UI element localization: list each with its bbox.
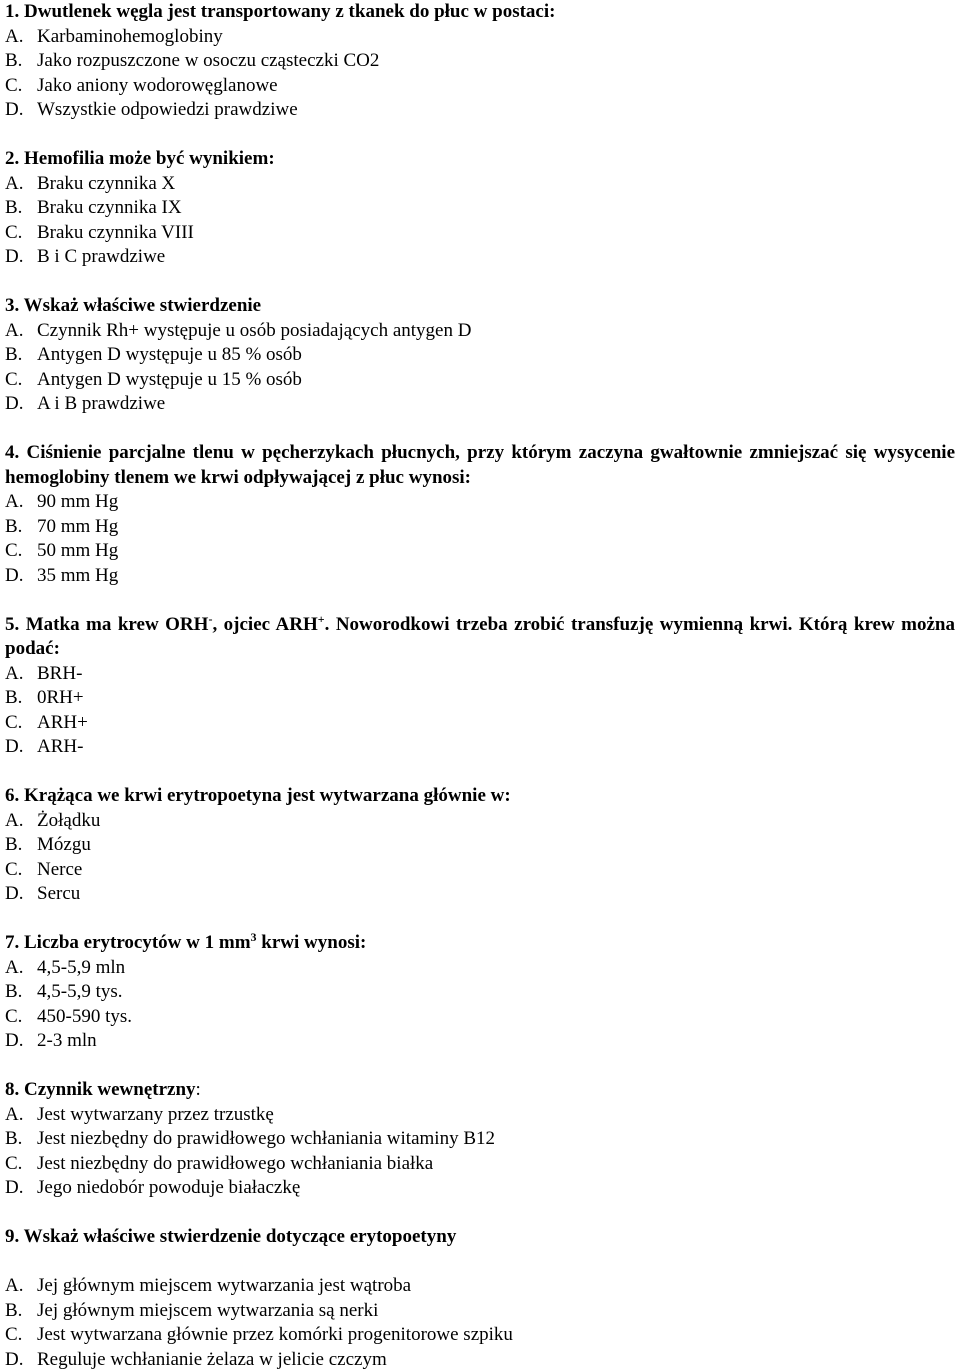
answer-option-a	[5, 490, 955, 515]
answer-option-d	[5, 1029, 955, 1054]
option-text: Jego niedobór powoduje białaczkę	[37, 1177, 300, 1198]
option-letter: A.	[5, 319, 37, 344]
option-text: Karbaminohemoglobiny	[37, 26, 223, 47]
option-text: 4,5-5,9 mln	[37, 957, 125, 978]
rh-minus-superscript: -	[208, 612, 212, 626]
question-1	[5, 0, 955, 123]
question-title: 1. Dwutlenek węgla jest transportowany z tkanek do płuc w postaci:	[5, 0, 955, 25]
question-2	[5, 147, 955, 270]
option-text: Antygen D występuje u 15 % osób	[37, 369, 302, 390]
option-text: 70 mm Hg	[37, 516, 118, 537]
title-part: krwi wynosi:	[257, 932, 367, 953]
question-8	[5, 1078, 955, 1201]
option-letter: D.	[5, 1348, 37, 1372]
option-letter: C.	[5, 858, 37, 883]
title-part: , ojciec ARH	[212, 614, 317, 635]
answer-option-c	[5, 858, 955, 883]
option-text: 35 mm Hg	[37, 565, 118, 586]
option-letter: C.	[5, 221, 37, 246]
option-text: ARH+	[37, 712, 88, 733]
answer-option-b	[5, 980, 955, 1005]
option-letter: D.	[5, 1029, 37, 1054]
option-text: Jest wytwarzana głównie przez komórki progenitorowe szpiku	[37, 1324, 513, 1345]
spacer	[5, 588, 955, 613]
option-text: 0RH+	[37, 687, 84, 708]
option-letter: C.	[5, 711, 37, 736]
option-letter: D.	[5, 735, 37, 760]
spacer	[5, 1201, 955, 1226]
question-title	[5, 613, 955, 662]
option-letter: B.	[5, 1299, 37, 1324]
answer-option-b	[5, 1127, 955, 1152]
option-text: 90 mm Hg	[37, 491, 118, 512]
option-text: 2-3 mln	[37, 1030, 97, 1051]
question-title	[5, 931, 955, 956]
option-text: 450-590 tys.	[37, 1006, 132, 1027]
option-letter: B.	[5, 833, 37, 858]
option-text: Jako rozpuszczone w osoczu cząsteczki CO2	[37, 50, 379, 71]
question-5	[5, 613, 955, 760]
option-text: Czynnik Rh+ występuje u osób posiadających antygen D	[37, 320, 471, 341]
option-letter: D.	[5, 564, 37, 589]
question-title: 2. Hemofilia może być wynikiem:	[5, 147, 955, 172]
option-letter: A.	[5, 956, 37, 981]
option-text: Sercu	[37, 883, 80, 904]
answer-option-b	[5, 515, 955, 540]
option-text: BRH-	[37, 663, 82, 684]
answer-option-a	[5, 319, 955, 344]
option-text: Nerce	[37, 859, 82, 880]
answer-option-a	[5, 172, 955, 197]
option-letter: C.	[5, 1152, 37, 1177]
question-title: 3. Wskaż właściwe stwierdzenie	[5, 294, 955, 319]
option-letter: B.	[5, 980, 37, 1005]
answer-option-a	[5, 956, 955, 981]
spacer	[5, 1250, 955, 1275]
option-text: Jako aniony wodorowęglanowe	[37, 75, 278, 96]
option-letter: C.	[5, 539, 37, 564]
option-text: Antygen D występuje u 85 % osób	[37, 344, 302, 365]
option-text: Jest niezbędny do prawidłowego wchłaniania witaminy B12	[37, 1128, 495, 1149]
option-letter: B.	[5, 49, 37, 74]
question-3	[5, 294, 955, 417]
answer-option-d	[5, 98, 955, 123]
option-letter: A.	[5, 172, 37, 197]
option-letter: B.	[5, 1127, 37, 1152]
question-6	[5, 784, 955, 907]
option-text: Mózgu	[37, 834, 91, 855]
answer-option-a	[5, 25, 955, 50]
option-letter: A.	[5, 662, 37, 687]
answer-option-c	[5, 1005, 955, 1030]
answer-option-d	[5, 1176, 955, 1201]
spacer	[5, 270, 955, 295]
question-7	[5, 931, 955, 1054]
answer-option-c	[5, 221, 955, 246]
cubic-superscript: 3	[251, 930, 257, 944]
answer-option-a	[5, 809, 955, 834]
option-text: A i B prawdziwe	[37, 393, 165, 414]
question-title: 4. Ciśnienie parcjalne tlenu w pęcherzykach płucnych, przy którym zaczyna gwałtownie zmniejszać się wysycenie hemoglobiny tlenem we krwi odpływającej z płuc wynosi:	[5, 441, 955, 490]
option-text: Braku czynnika IX	[37, 197, 182, 218]
answer-option-b	[5, 49, 955, 74]
option-letter: A.	[5, 1103, 37, 1128]
option-text: Jej głównym miejscem wytwarzania jest wątroba	[37, 1275, 411, 1296]
option-text: B i C prawdziwe	[37, 246, 165, 267]
answer-option-b	[5, 833, 955, 858]
answer-option-c	[5, 368, 955, 393]
title-part: 5. Matka ma krew ORH	[5, 614, 208, 635]
spacer	[5, 907, 955, 932]
option-text: Braku czynnika VIII	[37, 222, 194, 243]
spacer	[5, 417, 955, 442]
answer-option-d	[5, 564, 955, 589]
answer-option-a	[5, 662, 955, 687]
question-title: 9. Wskaż właściwe stwierdzenie dotyczące erytopoetyny	[5, 1225, 955, 1250]
question-4	[5, 441, 955, 588]
option-text: Jest wytwarzany przez trzustkę	[37, 1104, 274, 1125]
option-text: 4,5-5,9 tys.	[37, 981, 123, 1002]
option-letter: D.	[5, 245, 37, 270]
option-letter: B.	[5, 343, 37, 368]
option-text: ARH-	[37, 736, 83, 757]
spacer	[5, 760, 955, 785]
question-title	[5, 1078, 955, 1103]
option-text: Jej głównym miejscem wytwarzania są nerki	[37, 1300, 378, 1321]
question-title: 6. Krążąca we krwi erytropoetyna jest wytwarzana głównie w:	[5, 784, 955, 809]
answer-option-c	[5, 1323, 955, 1348]
answer-option-b	[5, 1299, 955, 1324]
option-text: Braku czynnika X	[37, 173, 175, 194]
answer-option-d	[5, 392, 955, 417]
answer-option-a	[5, 1274, 955, 1299]
title-part: 8. Czynnik wewnętrzny	[5, 1079, 196, 1100]
answer-option-d	[5, 882, 955, 907]
option-letter: D.	[5, 98, 37, 123]
rh-plus-superscript: +	[318, 612, 325, 626]
option-letter: A.	[5, 1274, 37, 1299]
option-letter: B.	[5, 515, 37, 540]
option-letter: B.	[5, 686, 37, 711]
quiz-document	[5, 0, 955, 1372]
answer-option-c	[5, 74, 955, 99]
answer-option-c	[5, 539, 955, 564]
spacer	[5, 123, 955, 148]
option-text: Wszystkie odpowiedzi prawdziwe	[37, 99, 298, 120]
option-letter: C.	[5, 74, 37, 99]
answer-option-d	[5, 245, 955, 270]
option-letter: D.	[5, 392, 37, 417]
answer-option-a	[5, 1103, 955, 1128]
spacer	[5, 1054, 955, 1079]
answer-option-c	[5, 1152, 955, 1177]
option-letter: D.	[5, 1176, 37, 1201]
answer-option-b	[5, 686, 955, 711]
option-letter: A.	[5, 809, 37, 834]
answer-option-b	[5, 343, 955, 368]
option-letter: C.	[5, 1005, 37, 1030]
option-text: 50 mm Hg	[37, 540, 118, 561]
answer-option-d	[5, 1348, 955, 1372]
answer-option-b	[5, 196, 955, 221]
option-text: Żołądku	[37, 810, 100, 831]
question-9	[5, 1225, 955, 1372]
option-letter: A.	[5, 25, 37, 50]
option-letter: D.	[5, 882, 37, 907]
option-text: Jest niezbędny do prawidłowego wchłaniania białka	[37, 1153, 433, 1174]
option-letter: C.	[5, 368, 37, 393]
title-part: :	[196, 1079, 201, 1100]
title-part: . Noworodkowi trzeba zrobić transfuzję wymienną krwi. Którą krew można podać:	[5, 614, 955, 660]
answer-option-c	[5, 711, 955, 736]
title-part: 7. Liczba erytrocytów w 1 mm	[5, 932, 251, 953]
option-letter: A.	[5, 490, 37, 515]
option-letter: C.	[5, 1323, 37, 1348]
answer-option-d	[5, 735, 955, 760]
option-text: Reguluje wchłanianie żelaza w jelicie czczym	[37, 1349, 387, 1370]
option-letter: B.	[5, 196, 37, 221]
